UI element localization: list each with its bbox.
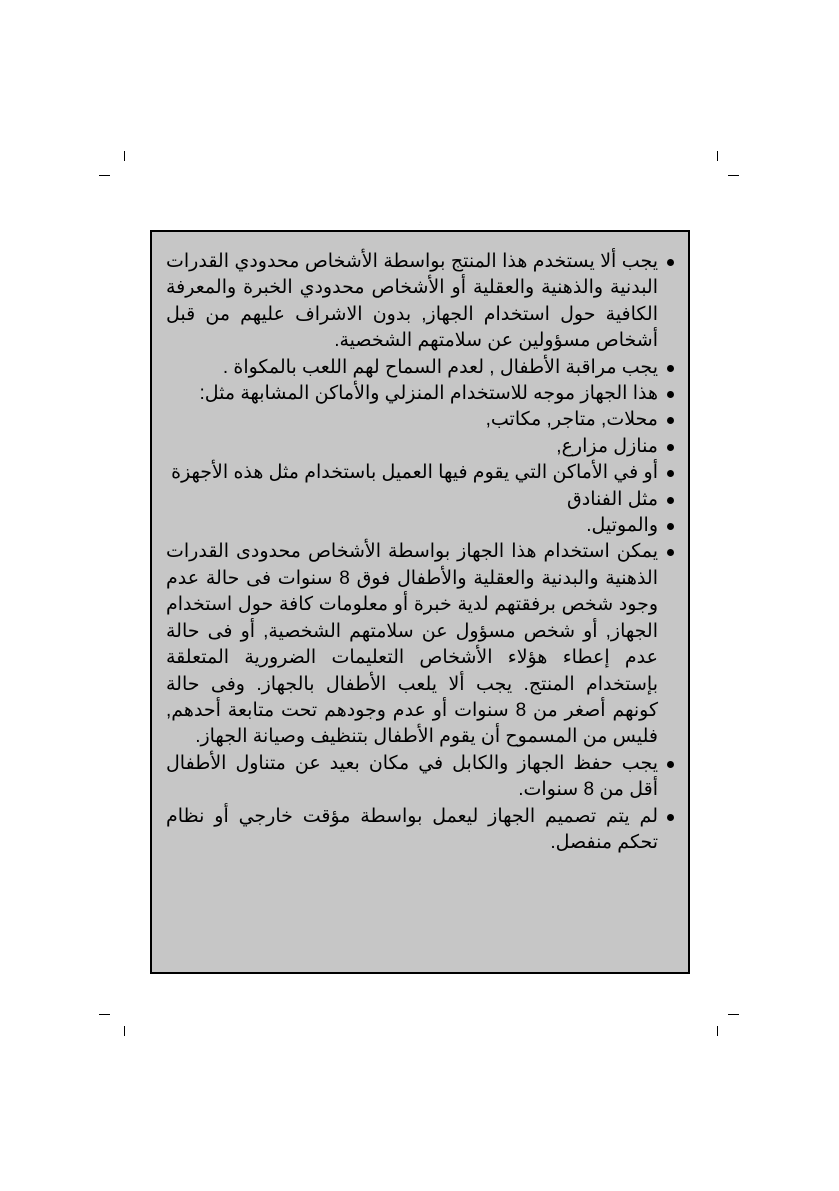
crop-mark-top-left-horizontal	[99, 175, 110, 176]
crop-mark-bottom-left-horizontal	[99, 1014, 110, 1015]
list-item-text: والموتيل.	[586, 515, 658, 537]
bullet-icon	[667, 417, 674, 424]
list-item	[166, 539, 674, 750]
list-item	[166, 249, 674, 355]
list-item-text: لم يتم تصميم الجهاز ليعمل بواسطة مؤقت خارجي أو نظام تحكم منفصل.	[166, 805, 658, 853]
list-item-text: مثل الفنادق	[567, 488, 658, 510]
safety-warnings-panel	[150, 230, 690, 974]
crop-mark-bottom-right-vertical	[717, 1026, 718, 1036]
list-item-text: يجب ألا يستخدم هذا المنتج بواسطة الأشخاص محدودي القدرات البدنية والذهنية والعقلية أو الأشخاص محدودي الخبرة والمعرفة الكافية حول استخدام الجهاز, بدون الاشراف عليهم من قبل أشخاص مسؤولين عن سلامتهم الشخصية.	[166, 251, 658, 352]
list-item-text: محلات, متاجر, مكاتب,	[485, 409, 658, 431]
bullet-icon	[667, 444, 674, 451]
bullet-icon	[667, 549, 674, 556]
bullet-icon	[667, 523, 674, 530]
safety-warnings-content	[166, 249, 674, 856]
list-item-text: يجب مراقبة الأطفال , لعدم السماح لهم اللعب بالمكواة .	[222, 356, 658, 378]
crop-mark-top-right-vertical	[717, 151, 718, 161]
list-item	[166, 434, 674, 460]
safety-warnings-list	[166, 249, 674, 856]
list-item-text: هذا الجهاز موجه للاستخدام المنزلي والأماكن المشابهة مثل:	[199, 383, 658, 405]
crop-mark-top-left-vertical	[124, 151, 125, 161]
list-item	[166, 513, 674, 539]
bullet-icon	[667, 470, 674, 477]
bullet-icon	[667, 259, 674, 266]
bullet-icon	[667, 497, 674, 504]
bullet-icon	[667, 391, 674, 398]
list-item	[166, 804, 674, 857]
list-item-text: يجب حفظ الجهاز والكابل في مكان بعيد عن متناول الأطفال أقل من 8 سنوات.	[166, 752, 658, 801]
list-item	[166, 460, 674, 486]
list-item	[166, 751, 674, 804]
list-item	[166, 381, 674, 407]
list-item	[166, 355, 674, 381]
list-item-text: يمكن استخدام هذا الجهاز بواسطة الأشخاص محدودى القدرات الذهنية والبدنية والعقلية والأطفال فوق 8 سنوات فى حالة عدم وجود شخص برفقتهم لدية خبرة أو معلومات كافة حول استخدام الجهاز, أو شخص مسؤول عن سلامتهم الشخصية, أو فى حالة عدم إعطاء هؤلاء الأشخاص التعليمات الضرورية المتعلقة بإستخدام المنتج. يجب ألا يلعب الأطفال بالجهاز. وفى حالة كونهم أصغر من 8 سنوات أو عدم وجودهم تحت متابعة أحدهم, فليس من المسموح أن يقوم الأطفال بتنظيف وصيانة الجهاز.	[166, 541, 659, 748]
list-item	[166, 487, 674, 513]
list-item	[166, 407, 674, 433]
bullet-icon	[667, 761, 674, 768]
crop-mark-top-right-horizontal	[728, 175, 739, 176]
list-item-text: منازل مزارع,	[556, 435, 658, 457]
bullet-icon	[667, 365, 674, 372]
crop-mark-bottom-right-horizontal	[728, 1014, 739, 1015]
crop-mark-bottom-left-vertical	[124, 1026, 125, 1036]
bullet-icon	[667, 814, 674, 821]
list-item-text: أو في الأماكن التي يقوم فيها العميل باستخدام مثل هذه الأجهزة	[171, 462, 658, 484]
